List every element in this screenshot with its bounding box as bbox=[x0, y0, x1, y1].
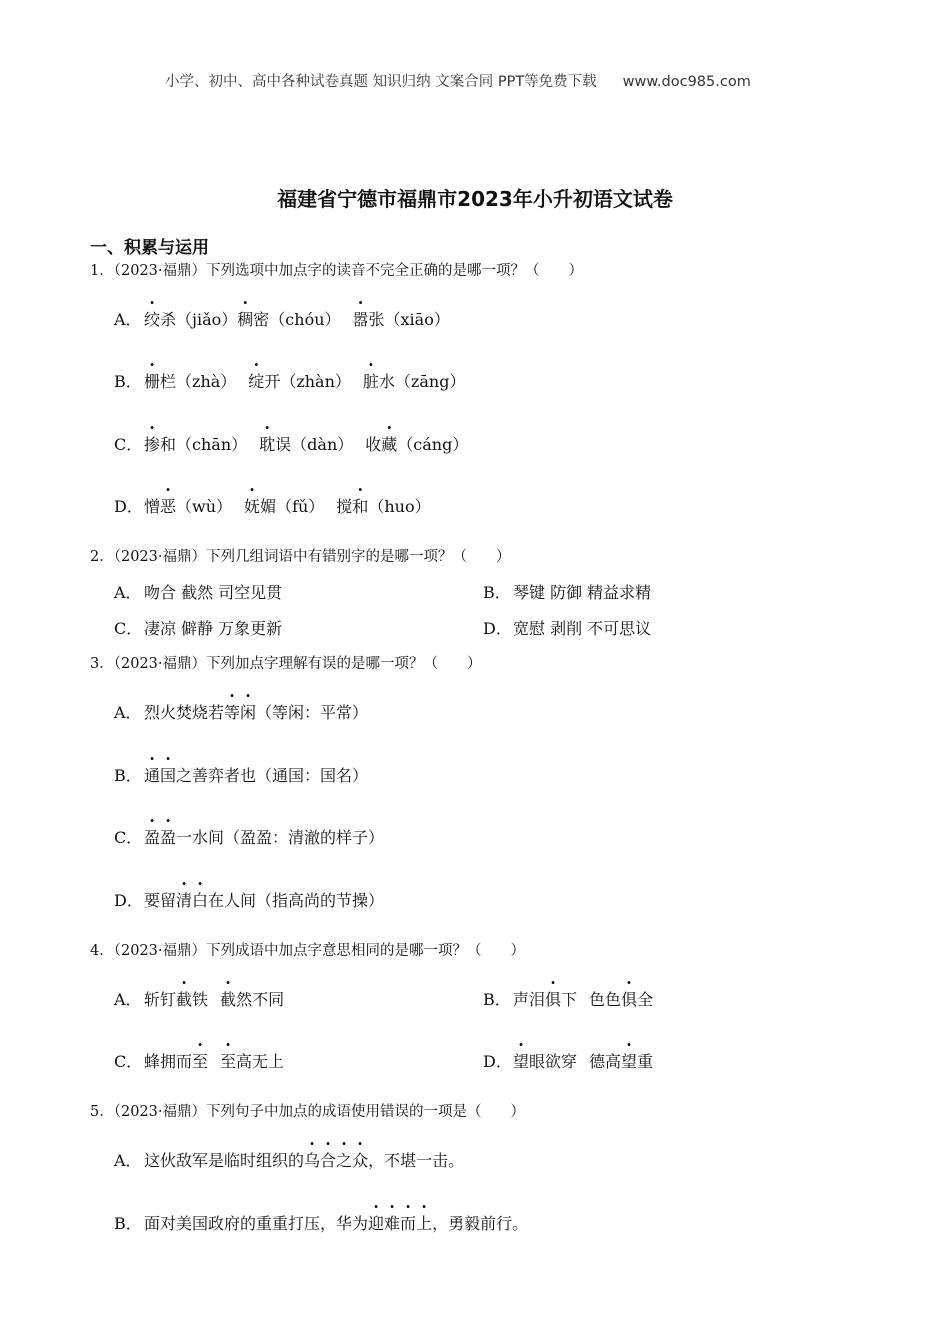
q2-option-a: A． 吻合 截然 司空见贯 bbox=[114, 583, 283, 602]
q5-option-a: A． 这伙敌军是临时组织的乌合之众，不堪一击。 bbox=[114, 1151, 465, 1170]
q1-option-c: C． 掺和（chān） 耽误（dàn） 收藏（cáng） bbox=[114, 435, 469, 454]
q2-option-c: C． 凄凉 僻静 万象更新 bbox=[114, 619, 283, 638]
q3-option-a: A． 烈火焚烧若等闲（等闲：平常） bbox=[114, 703, 369, 722]
q4-option-c: C． 蜂拥而至 至高无上 bbox=[114, 1052, 285, 1071]
q3-option-b: B． 通国之善弈者也（通国：国名） bbox=[114, 766, 369, 785]
q3-option-c: C． 盈盈一水间（盈盈：清澈的样子） bbox=[114, 828, 385, 847]
q2-option-d: D．宽慰 剥削 不可思议 bbox=[483, 619, 652, 638]
header-site: www.doc985.com bbox=[622, 74, 751, 90]
exam-title: 福建省宁德市福鼎市2023年小升初语文试卷 bbox=[277, 187, 673, 211]
q4-option-b: B． 声泪俱下 色色俱全 bbox=[483, 990, 654, 1009]
header-tagline: 小学、初中、高中各种试卷真题 知识归纳 文案合同 PPT等免费下载 bbox=[165, 74, 597, 90]
q1-option-a: A． 绞杀（jiǎo）稠密（chóu） 嚣张（xiāo） bbox=[114, 310, 450, 329]
section-heading: 一、积累与运用 bbox=[90, 238, 209, 258]
q3-option-d: D．要留清白在人间（指高尚的节操） bbox=[114, 891, 385, 910]
question-5-stem: 5．（2023·福鼎）下列句子中加点的成语使用错误的一项是（ ） bbox=[90, 1104, 525, 1120]
page-header bbox=[165, 70, 751, 91]
question-4-stem: 4．（2023·福鼎）下列成语中加点字意思相同的是哪一项？（ ） bbox=[90, 943, 525, 959]
q1-option-b: B． 栅栏（zhà） 绽开（zhàn） 脏水（zāng） bbox=[114, 372, 466, 391]
q4-option-d: D．望眼欲穿 德高望重 bbox=[483, 1052, 654, 1071]
question-2-stem: 2．（2023·福鼎）下列几组词语中有错别字的是哪一项？（ ） bbox=[90, 549, 511, 565]
q5-option-b: B． 面对美国政府的重重打压，华为迎难而上，勇毅前行。 bbox=[114, 1214, 529, 1233]
question-3-stem: 3．（2023·福鼎）下列加点字理解有误的是哪一项？（ ） bbox=[90, 656, 482, 672]
question-1-stem: 1．（2023·福鼎）下列选项中加点字的读音不完全正确的是哪一项？（ ） bbox=[90, 263, 583, 279]
q4-option-a: A． 斩钉截铁 截然不同 bbox=[114, 990, 285, 1009]
q1-option-d: D．憎恶（wù） 妩媚（fǔ） 搅和（huo） bbox=[114, 497, 431, 516]
q2-option-b: B． 琴键 防御 精益求精 bbox=[483, 583, 652, 602]
